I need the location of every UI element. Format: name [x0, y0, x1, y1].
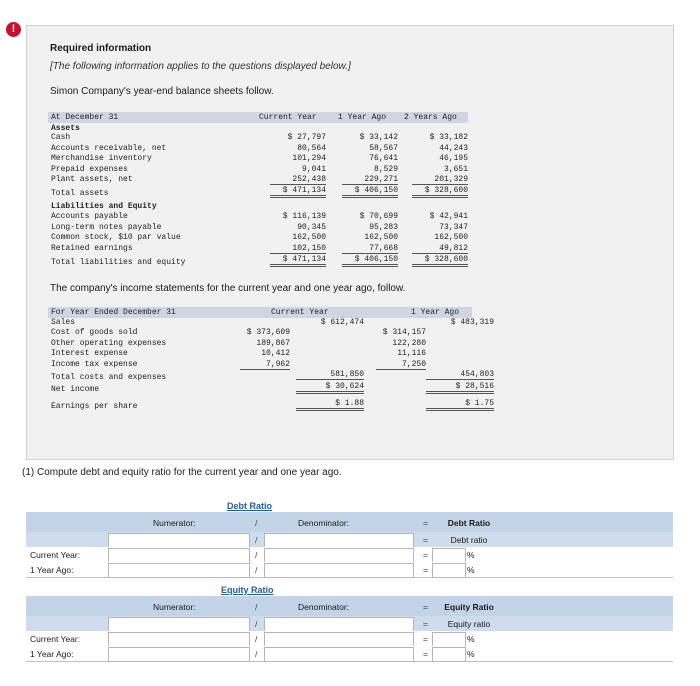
is-eps-cy: $ 1.88	[296, 399, 364, 411]
debt-ratio-result-header: Debt Ratio	[447, 518, 491, 528]
bs-row-y2: 46,195	[439, 154, 468, 164]
is-net-income-label: Net income	[51, 385, 100, 394]
bs-col-1yr: 1 Year Ago	[338, 113, 387, 122]
is-cost-cy: $ 373,609	[246, 328, 290, 337]
bs-total-assets-label: Total assets	[51, 189, 109, 198]
debt-header-eq: =	[423, 518, 428, 528]
is-sales-cy: $ 612,474	[320, 318, 364, 327]
bs-liab-row-cy: $ 116,139	[282, 212, 326, 221]
bs-liab-row-cy: 102,150	[270, 244, 326, 254]
is-sales-label: Sales	[51, 318, 76, 327]
equity-current-numerator-input[interactable]	[108, 632, 250, 647]
bs-liab-row-y1: 95,283	[369, 222, 398, 232]
bs-col-2yr: 2 Years Ago	[404, 113, 457, 122]
is-sales-y1: $ 483,319	[450, 318, 494, 327]
bs-row-label: Cash	[51, 133, 71, 142]
is-total-costs-y1: 454,803	[426, 370, 494, 380]
debt-numerator-header: Numerator:	[153, 518, 196, 528]
debt-prior-slash: /	[255, 565, 258, 575]
debt-blank-row	[26, 532, 673, 548]
is-col-1yr: 1 Year Ago	[411, 308, 460, 317]
bs-row-cy: 9,041	[301, 164, 326, 174]
is-cost-cy: 7,962	[240, 360, 290, 370]
bs-liab-row-label: Long-term notes payable	[51, 222, 162, 232]
equity-blank-eq: =	[423, 619, 428, 629]
bs-row-label: Plant assets, net	[51, 175, 133, 185]
equity-prior-ratio-input[interactable]	[432, 647, 466, 662]
bs-total-liab-cy: $ 471,134	[270, 255, 326, 267]
debt-prior-eq: =	[423, 565, 428, 575]
bs-row-y1: 76,641	[369, 154, 398, 164]
bs-row-y2: 44,243	[439, 143, 468, 153]
equity-prior-label: 1 Year Ago:	[30, 649, 74, 659]
debt-current-row	[26, 547, 673, 563]
bs-assets-label: Assets	[51, 124, 80, 133]
debt-prior-ratio-input[interactable]	[432, 563, 466, 578]
bs-row-y2: 201,329	[412, 175, 468, 185]
equity-denominator-header: Denominator:	[298, 602, 350, 612]
bs-col-current: Current Year	[259, 113, 317, 122]
is-cost-label: Interest expense	[51, 349, 128, 358]
debt-current-label: Current Year:	[30, 550, 81, 560]
equity-current-pct: %	[467, 634, 475, 644]
equity-ratio-title: Equity Ratio	[221, 585, 274, 595]
debt-blank-numerator-input[interactable]	[108, 533, 250, 548]
is-cost-label: Cost of goods sold	[51, 328, 138, 337]
bs-row-y1: $ 33,142	[359, 133, 398, 142]
debt-prior-label: 1 Year Ago:	[30, 565, 74, 575]
bs-liab-row-y2: 162,500	[434, 233, 468, 243]
equity-blank-row	[26, 616, 673, 632]
bs-row-label: Accounts receivable, net	[51, 143, 167, 153]
debt-header-row	[26, 512, 673, 533]
bs-liab-row-cy: 162,500	[292, 233, 326, 243]
equity-current-label: Current Year:	[30, 634, 81, 644]
is-heading: For Year Ended December 31	[51, 308, 176, 317]
is-cost-label: Other operating expenses	[51, 338, 167, 348]
bs-liab-row-y2: 49,812	[412, 244, 468, 254]
bs-total-assets-y2: $ 328,600	[412, 186, 468, 198]
bs-row-y1: 229,271	[342, 175, 398, 185]
is-eps-label: Earnings per share	[51, 402, 138, 411]
equity-blank-numerator-input[interactable]	[108, 617, 250, 632]
equity-header-row	[26, 596, 673, 617]
is-cost-y1: $ 314,157	[382, 328, 426, 337]
debt-header-slash: /	[255, 518, 258, 528]
bs-liab-row-label: Retained earnings	[51, 243, 133, 253]
debt-prior-numerator-input[interactable]	[108, 563, 250, 578]
debt-denominator-header: Denominator:	[298, 518, 350, 528]
equity-prior-row	[26, 646, 673, 662]
is-col-current: Current Year	[271, 308, 329, 317]
bs-total-liab-y1: $ 406,150	[342, 255, 398, 267]
debt-ratio-title: Debt Ratio	[227, 501, 272, 511]
debt-current-denominator-input[interactable]	[264, 548, 414, 563]
equity-prior-slash: /	[255, 649, 258, 659]
bs-row-label: Merchandise inventory	[51, 154, 152, 164]
bs-liab-row-label: Accounts payable	[51, 212, 128, 221]
bs-liab-row-y2: $ 42,941	[429, 212, 468, 221]
bs-total-liab-y2: $ 328,600	[412, 255, 468, 267]
debt-blank-eq: =	[423, 535, 428, 545]
instruction-note: [The following information applies to the questions displayed below.]	[50, 61, 351, 72]
equity-header-eq: =	[423, 602, 428, 612]
equity-prior-pct: %	[467, 649, 475, 659]
debt-prior-pct: %	[467, 565, 475, 575]
debt-current-slash: /	[255, 550, 258, 560]
is-cost-y1: 11,116	[397, 349, 426, 358]
bs-row-cy: 101,294	[292, 154, 326, 164]
is-net-income-cy: $ 30,624	[296, 382, 364, 394]
equity-current-ratio-input[interactable]	[432, 632, 466, 647]
bs-row-cy: $ 27,797	[287, 133, 326, 142]
equity-ratio-result-header: Equity Ratio	[444, 602, 494, 612]
equity-current-row	[26, 631, 673, 647]
alert-icon: !	[6, 22, 21, 37]
is-total-costs-cy: 581,850	[296, 370, 364, 380]
is-cost-y1: 122,280	[392, 338, 426, 348]
is-total-costs-label: Total costs and expenses	[51, 373, 167, 382]
equity-numerator-header: Numerator:	[153, 602, 196, 612]
debt-ratio-subheader: Debt ratio	[450, 535, 488, 545]
debt-blank-slash: /	[255, 535, 258, 545]
debt-current-ratio-input[interactable]	[432, 548, 466, 563]
bs-row-y1: 58,567	[369, 143, 398, 153]
bs-total-liab-label: Total liabilities and equity	[51, 258, 186, 267]
equity-current-denominator-input[interactable]	[264, 632, 414, 647]
bs-row-y2: $ 33,182	[429, 133, 468, 142]
bs-liabilities-label: Liabilities and Equity	[51, 202, 157, 211]
equity-ratio-subheader: Equity ratio	[447, 619, 491, 629]
income-statement-intro: The company's income statements for the current year and one year ago, follow.	[50, 283, 406, 294]
debt-blank-denominator-input[interactable]	[264, 533, 414, 548]
bs-liab-row-label: Common stock, $10 par value	[51, 233, 181, 243]
bs-liab-row-y1: 162,500	[364, 233, 398, 243]
debt-current-eq: =	[423, 550, 428, 560]
equity-header-slash: /	[255, 602, 258, 612]
equity-prior-denominator-input[interactable]	[264, 647, 414, 662]
is-net-income-y1: $ 28,516	[426, 382, 494, 394]
bs-total-assets-y1: $ 406,150	[342, 186, 398, 198]
equity-blank-denominator-input[interactable]	[264, 617, 414, 632]
debt-prior-row	[26, 562, 673, 578]
bs-total-assets-cy: $ 471,134	[270, 186, 326, 198]
debt-prior-denominator-input[interactable]	[264, 563, 414, 578]
question-1: (1) Compute debt and equity ratio for the current year and one year ago.	[22, 467, 342, 478]
bs-liab-row-y1: 77,668	[342, 244, 398, 254]
equity-prior-numerator-input[interactable]	[108, 647, 250, 662]
debt-current-numerator-input[interactable]	[108, 548, 250, 563]
required-information-title: Required information	[50, 43, 152, 54]
bs-row-cy: 80,564	[297, 143, 326, 153]
bs-row-y2: 3,651	[443, 164, 468, 174]
bs-liab-row-cy: 90,345	[297, 222, 326, 232]
debt-current-pct: %	[467, 550, 475, 560]
equity-prior-eq: =	[423, 649, 428, 659]
is-cost-y1: 7,250	[376, 360, 426, 370]
bs-liab-row-y1: $ 70,699	[359, 212, 398, 221]
balance-sheet-intro: Simon Company's year-end balance sheets follow.	[50, 86, 274, 97]
bs-heading: At December 31	[51, 113, 119, 122]
bs-row-y1: 8,529	[373, 164, 398, 174]
bs-liab-row-y2: 73,347	[439, 222, 468, 232]
is-cost-label: Income tax expense	[51, 359, 138, 369]
equity-current-eq: =	[423, 634, 428, 644]
equity-blank-slash: /	[255, 619, 258, 629]
equity-current-slash: /	[255, 634, 258, 644]
bs-row-cy: 252,438	[270, 175, 326, 185]
is-cost-cy: 189,867	[256, 338, 290, 348]
is-eps-y1: $ 1.75	[426, 399, 494, 411]
bs-row-label: Prepaid expenses	[51, 164, 128, 174]
is-cost-cy: 10,412	[261, 349, 290, 358]
